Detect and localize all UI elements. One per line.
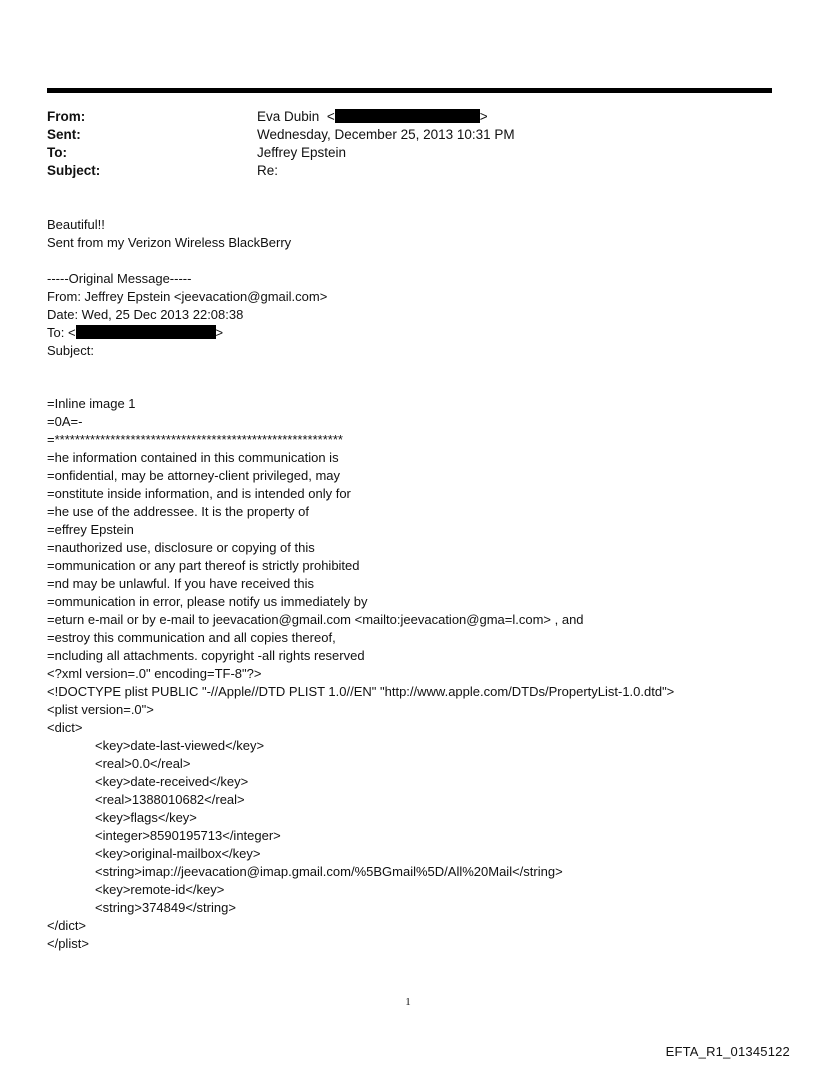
reply-body — [47, 216, 291, 252]
text-line: =effrey Epstein — [47, 522, 134, 537]
to-value: Jeffrey Epstein — [257, 145, 347, 160]
sent-label: Sent: — [47, 127, 81, 142]
reply-line: Beautiful!! — [47, 217, 105, 232]
text-line: =nd may be unlawful. If you have received this — [47, 576, 315, 591]
text-line: <?xml version=.0" encoding=TF-8"?> — [47, 666, 262, 681]
text-line: <key>flags</key> — [95, 810, 197, 825]
original-from: From: Jeffrey Epstein <jeevacation@gmail.com> — [47, 289, 328, 304]
text-line: =nauthorized use, disclosure or copying of this — [47, 540, 315, 555]
from-label: From: — [47, 109, 86, 124]
header-rule — [47, 88, 772, 93]
text-line: =ncluding all attachments. copyright -all rights reserved — [47, 648, 365, 663]
text-line: =0A=- — [47, 414, 83, 429]
bates-number: EFTA_R1_01345122 — [665, 1044, 790, 1059]
original-subject: Subject: — [47, 343, 94, 358]
text-line: <dict> — [47, 720, 83, 735]
text-line: =he use of the addressee. It is the property of — [47, 504, 309, 519]
text-line: <key>date-last-viewed</key> — [95, 738, 265, 753]
text-line: <!DOCTYPE plist PUBLIC "-//Apple//DTD PLIST 1.0//EN" "http://www.apple.com/DTDs/PropertyList-1.0.dtd"> — [47, 684, 675, 699]
subject-value: Re: — [257, 163, 279, 178]
email-header — [47, 108, 515, 180]
text-line: =estroy this communication and all copies thereof, — [47, 630, 336, 645]
sent-row — [47, 126, 515, 144]
from-name: Eva Dubin — [257, 109, 320, 124]
subject-label: Subject: — [47, 163, 101, 178]
text-line: <key>date-received</key> — [95, 774, 249, 789]
text-line: =Inline image 1 — [47, 396, 136, 411]
redaction-box — [76, 325, 216, 339]
text-line: <key>remote-id</key> — [95, 882, 225, 897]
text-line: <key>original-mailbox</key> — [95, 846, 261, 861]
text-line: =ommunication or any part thereof is strictly prohibited — [47, 558, 360, 573]
text-line: <integer>8590195713</integer> — [95, 828, 281, 843]
original-message — [47, 270, 327, 360]
to-label: To: — [47, 145, 67, 160]
text-line: =eturn e-mail or by e-mail to jeevacation@gmail.com <mailto:jeevacation@gma=l.com> , and — [47, 612, 584, 627]
text-line: =ommunication in error, please notify us immediately by — [47, 594, 368, 609]
reply-line: Sent from my Verizon Wireless BlackBerry — [47, 235, 292, 250]
from-row — [47, 108, 515, 126]
text-line: =onstitute inside information, and is intended only for — [47, 486, 351, 501]
from-value — [257, 108, 488, 126]
text-line: <real>0.0</real> — [95, 756, 191, 771]
from-close-bracket: > — [479, 109, 488, 124]
to-row — [47, 144, 515, 162]
text-line: <string>imap://jeevacation@imap.gmail.com/%5BGmail%5D/All%20Mail</string> — [95, 864, 563, 879]
text-line: </plist> — [47, 936, 89, 951]
original-to: To: < > — [47, 325, 224, 340]
from-open-bracket: < — [326, 109, 335, 124]
text-line: =onfidential, may be attorney-client privileged, may — [47, 468, 341, 483]
footer-text — [47, 395, 674, 953]
text-line: =he information contained in this communication is — [47, 450, 339, 465]
text-line: <real>1388010682</real> — [95, 792, 245, 807]
redaction-box — [335, 109, 480, 123]
original-date: Date: Wed, 25 Dec 2013 22:08:38 — [47, 307, 244, 322]
text-line: </dict> — [47, 918, 87, 933]
sent-value: Wednesday, December 25, 2013 10:31 PM — [257, 127, 515, 142]
page-number: 1 — [405, 996, 411, 1008]
text-line: =********************************************************* — [47, 432, 343, 447]
text-line: <string>374849</string> — [95, 900, 236, 915]
subject-row — [47, 162, 515, 180]
original-divider: -----Original Message----- — [47, 271, 192, 286]
text-line: <plist version=.0"> — [47, 702, 154, 717]
